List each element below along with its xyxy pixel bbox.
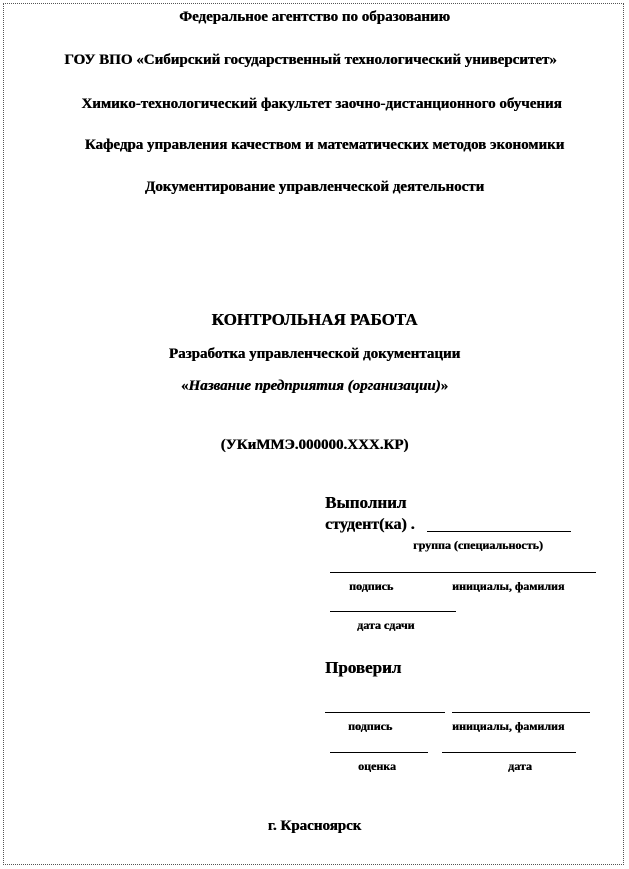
topic-title: Разработка управленческой документации [168,346,461,362]
student-label: студент(ка) . [325,516,415,533]
enterprise-name-text: Название предприятия (организации) [188,378,441,394]
checked-heading: Проверил [325,658,402,677]
checker-signature-line [325,712,445,713]
check-date-caption: дата [508,759,532,773]
city-name: г. Красноярск [267,818,362,834]
check-date-line [442,752,576,753]
discipline-name: Документирование управленческой деятельности [144,179,485,195]
grade-line [330,752,428,753]
agency-name: Федеральное агентство по образованию [179,9,450,25]
faculty-name: Химико-технологический факультет заочно-дистанционного обучения [81,96,562,112]
department-name: Кафедра управления качеством и математических методов экономики [84,137,565,153]
work-type-title: КОНТРОЛЬНАЯ РАБОТА [211,310,418,329]
submission-date-line [330,611,456,612]
signature-initials-line [330,572,596,573]
grade-caption: оценка [358,759,396,773]
checker-initials-caption: инициалы, фамилия [452,719,565,733]
group-caption: группа (специальность) [413,538,543,552]
checker-signature-caption: подпись [348,719,393,733]
enterprise-quote-open: « [180,378,189,394]
page-border [3,3,624,865]
document-code: (УКиММЭ.000000.ХХХ.КР) [220,437,409,453]
enterprise-quote-close: » [440,378,449,394]
performed-signature-caption: подпись [349,579,394,593]
university-name: ГОУ ВПО «Сибирский государственный технологический университет» [64,52,557,68]
enterprise-name [0,378,629,395]
performed-initials-caption: инициалы, фамилия [452,579,565,593]
student-name-line [427,531,571,532]
submission-date-caption: дата сдачи [357,618,415,632]
performed-heading: Выполнил [325,493,407,512]
checker-initials-line [452,712,590,713]
